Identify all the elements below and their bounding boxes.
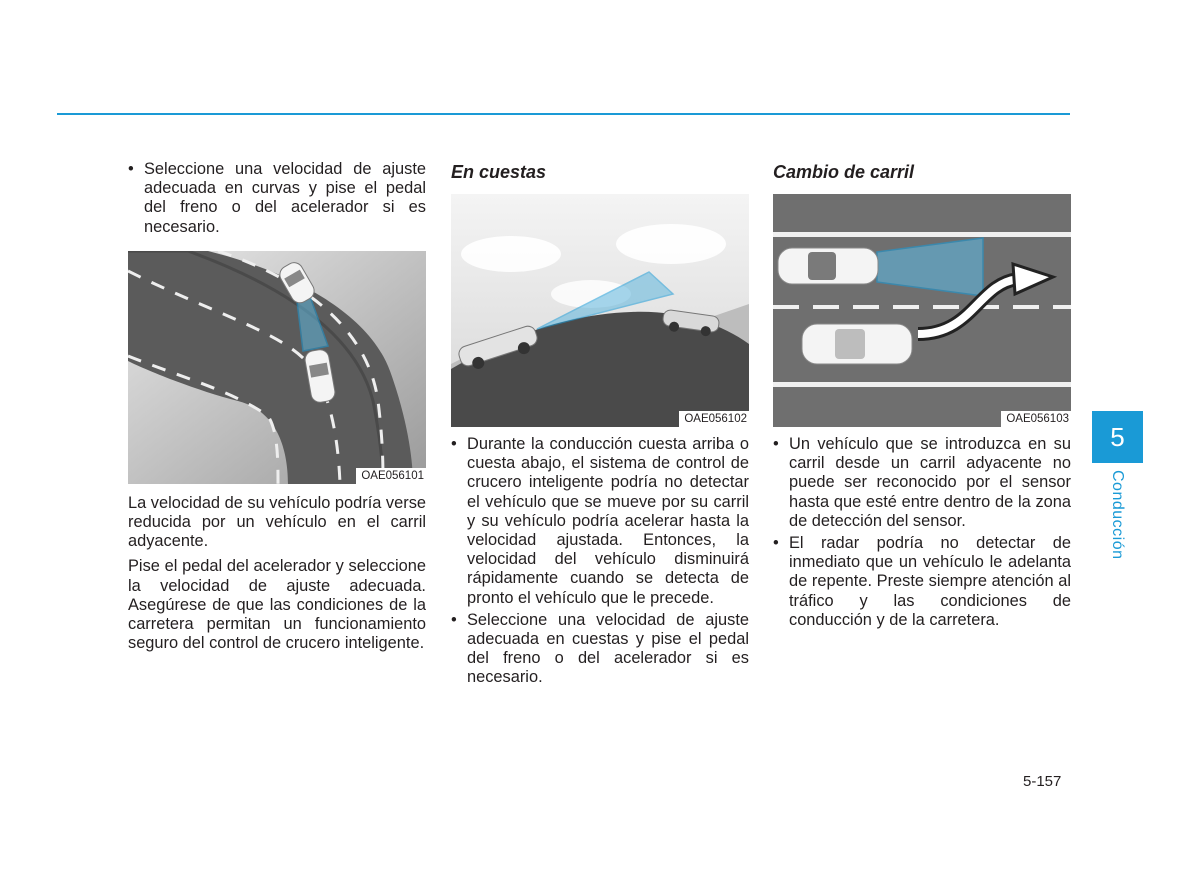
section-heading: En cuestas xyxy=(451,162,547,182)
column-3 xyxy=(773,160,1071,633)
column-1 xyxy=(128,160,426,659)
bullet-list xyxy=(773,435,1071,630)
curve-road-illustration xyxy=(128,251,426,484)
list-item: • Durante la conducción cuesta arriba o cuesta abajo, el sistema de control de crucero inteligente podría no detectar el vehículo que se mueve por su carril y su vehículo podría acelerar hasta la velocidad ajustada. Entonces, la velocidad del vehículo disminuirá rápidamente cuando se detecta de pronto el vehículo que le precede. xyxy=(451,435,749,607)
list-item: • Un vehículo que se introduzca en su carril desde un carril adyacente no puede ser reconocido por el sensor hasta que esté entre dentro de la zona de detección del sensor. xyxy=(773,435,1071,530)
bullet-list xyxy=(128,160,426,237)
lane-change-illustration xyxy=(773,194,1071,427)
figure-code: OAE056102 xyxy=(679,411,749,427)
header-rule xyxy=(57,113,1070,115)
figure-code: OAE056103 xyxy=(1001,411,1071,427)
figure-slope xyxy=(451,194,749,427)
paragraph: La velocidad de su vehículo podría verse reducida por un vehículo en el carril adyacente. xyxy=(128,493,426,551)
list-item: • El radar podría no detectar de inmediato que un vehículo le adelanta de repente. Preste siempre atención al tráfico y las condiciones de conducción y de la carretera. xyxy=(773,534,1071,629)
chapter-label: Conducción xyxy=(1109,470,1126,560)
list-item: • Seleccione una velocidad de ajuste adecuada en cuestas y pise el pedal del freno o del acelerador si es necesario. xyxy=(451,610,749,687)
column-2 xyxy=(451,160,749,691)
page-number: 5-157 xyxy=(1023,773,1062,790)
chapter-tab: 5 xyxy=(1092,411,1143,463)
section-heading: Cambio de carril xyxy=(773,162,915,182)
list-item: • Seleccione una velocidad de ajuste adecuada en curvas y pise el pedal del freno o del acelerador si es necesario. xyxy=(128,160,426,236)
figure-lane-change xyxy=(773,194,1071,427)
bullet-list xyxy=(451,435,749,688)
figure-code: OAE056101 xyxy=(356,468,426,484)
figure-curve-road xyxy=(128,251,426,484)
paragraph: Pise el pedal del acelerador y seleccione la velocidad de ajuste adecuada. Asegúrese de que las condiciones de la carretera permitan un funcionamiento seguro del control de crucero inteligente. xyxy=(128,557,426,653)
slope-illustration xyxy=(451,194,749,427)
